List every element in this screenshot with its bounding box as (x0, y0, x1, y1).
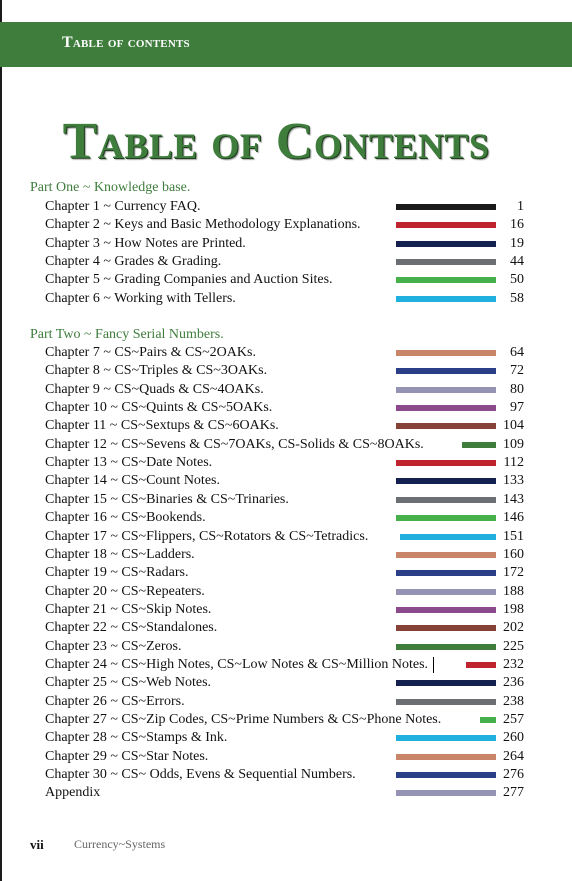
toc-entry-page: 146 (503, 510, 524, 526)
toc-entry[interactable] (0, 564, 572, 582)
toc-entry-page: 133 (503, 473, 524, 489)
toc-color-bar (396, 478, 496, 484)
toc-color-bar (400, 534, 496, 540)
toc-entry-page: 188 (503, 583, 524, 599)
toc-entry-label: Chapter 18 ~ CS~Ladders. (45, 546, 195, 562)
toc-entry-label: Chapter 19 ~ CS~Radars. (45, 565, 189, 581)
toc-entry-label: Chapter 20 ~ CS~Repeaters. (45, 583, 205, 599)
toc-color-bar (396, 368, 496, 374)
toc-entry[interactable] (0, 362, 572, 380)
toc-entry[interactable] (0, 729, 572, 747)
toc-color-bar (396, 296, 496, 302)
toc-entry-page: 1 (517, 199, 524, 214)
toc-color-bar (396, 259, 496, 265)
toc-color-bar (396, 589, 496, 595)
toc-entry[interactable] (0, 509, 572, 527)
toc-entry[interactable] (0, 472, 572, 490)
toc-entry-page: 19 (510, 235, 524, 251)
toc-color-bar (396, 222, 496, 228)
toc-entry-label: Chapter 25 ~ CS~Web Notes. (45, 675, 212, 691)
toc-entry[interactable] (0, 198, 572, 216)
toc-color-bar (396, 552, 496, 558)
toc-color-bar (396, 515, 496, 521)
toc-entry[interactable] (0, 235, 572, 253)
toc-entry-page: 198 (503, 601, 524, 617)
toc-color-bar (396, 497, 496, 503)
toc-entry-label: Chapter 12 ~ CS~Sevens & CS~7OAKs, CS-Solids & CS~8OAKs. (45, 436, 424, 452)
toc-entry-page: 160 (503, 546, 524, 562)
text-cursor (433, 657, 434, 673)
toc-entry[interactable] (0, 491, 572, 509)
toc-entry-label: Chapter 6 ~ Working with Tellers. (45, 290, 236, 306)
toc-entry[interactable] (0, 638, 572, 656)
toc-entry-page: 64 (510, 345, 524, 360)
toc-entry[interactable] (0, 454, 572, 472)
toc-entry-label: Chapter 26 ~ CS~Errors. (45, 693, 185, 709)
toc-entry-label: Chapter 8 ~ CS~Triples & CS~3OAKs. (45, 363, 268, 379)
toc-entry-page: 225 (503, 638, 524, 654)
footer-book-name: Currency~Systems (74, 837, 166, 851)
toc-entry[interactable] (0, 436, 572, 454)
toc-entry[interactable] (0, 528, 572, 546)
toc-entry-page: 236 (503, 675, 524, 691)
toc-entry-page: 143 (503, 491, 524, 507)
toc-entry-label: Chapter 3 ~ How Notes are Printed. (45, 235, 246, 251)
toc-entry-page: 44 (510, 254, 524, 270)
toc-entry[interactable] (0, 693, 572, 711)
toc-entry[interactable] (0, 399, 572, 417)
toc-entry-label: Chapter 13 ~ CS~Date Notes. (45, 455, 213, 471)
toc-entry-label: Chapter 14 ~ CS~Count Notes. (45, 473, 220, 489)
toc-entry-page: 202 (503, 620, 524, 636)
toc-entry-label: Chapter 21 ~ CS~Skip Notes. (45, 601, 212, 617)
toc-color-bar (396, 241, 496, 247)
toc-entry[interactable] (0, 381, 572, 399)
toc-color-bar (396, 570, 496, 576)
toc-entry-label: Chapter 15 ~ CS~Binaries & CS~Trinaries. (45, 491, 289, 507)
page-title: Table of Contents (62, 113, 490, 170)
toc-entry-label: Chapter 9 ~ CS~Quads & CS~4OAKs. (45, 381, 264, 397)
toc-entry-page: 58 (510, 290, 524, 306)
toc-entry[interactable] (0, 674, 572, 692)
toc-color-bar (396, 423, 496, 429)
toc-color-bar (396, 790, 496, 796)
toc-color-bar (396, 754, 496, 760)
toc-entry-label: Chapter 10 ~ CS~Quints & CS~5OAKs. (45, 400, 273, 416)
part-heading: Part One ~ Knowledge base. (30, 180, 191, 195)
toc-entry-label: Chapter 30 ~ CS~ Odds, Evens & Sequential Numbers. (45, 767, 356, 783)
toc-entry-page: 151 (503, 528, 524, 544)
toc-entry[interactable] (0, 417, 572, 435)
toc-entry[interactable] (0, 784, 572, 802)
toc-entry-page: 104 (503, 418, 524, 434)
toc-entry-label: Chapter 1 ~ Currency FAQ. (45, 199, 201, 214)
toc-entry-page: 112 (503, 455, 524, 471)
toc-entry-page: 80 (510, 381, 524, 397)
toc-color-bar (396, 277, 496, 283)
toc-entry[interactable] (0, 290, 572, 308)
toc-entry[interactable] (0, 583, 572, 601)
toc-color-bar (466, 662, 496, 668)
toc-entry-label: Appendix (45, 785, 101, 801)
toc-entry[interactable] (0, 619, 572, 637)
toc-entry[interactable] (0, 656, 572, 674)
toc-entry-page: 232 (503, 656, 524, 672)
toc-entry-page: 172 (503, 565, 524, 581)
toc-entry-page: 264 (503, 748, 524, 764)
toc-entry-page: 277 (503, 785, 524, 801)
toc-entry-page: 257 (503, 712, 524, 727)
toc-entry[interactable] (0, 344, 572, 362)
toc-entry-page: 238 (503, 693, 524, 709)
toc-entry[interactable] (0, 748, 572, 766)
toc-entry-label: Chapter 28 ~ CS~Stamps & Ink. (45, 730, 228, 746)
toc-entry-label: Chapter 27 ~ CS~Zip Codes, CS~Prime Numbers & CS~Phone Notes. (45, 712, 442, 727)
toc-color-bar (396, 644, 496, 650)
footer-page-number: vii (30, 837, 44, 852)
toc-color-bar (396, 625, 496, 631)
toc-entry-label: Chapter 5 ~ Grading Companies and Auction Sites. (45, 272, 333, 288)
toc-entry-label: Chapter 2 ~ Keys and Basic Methodology Explanations. (45, 217, 361, 233)
toc-entry-label: Chapter 23 ~ CS~Zeros. (45, 638, 182, 654)
toc-entry-page: 97 (510, 400, 524, 416)
toc-entry-page: 50 (510, 272, 524, 288)
toc-entry-page: 72 (510, 363, 524, 379)
toc-color-bar (396, 735, 496, 741)
toc-color-bar (396, 387, 496, 393)
toc-entry-label: Chapter 17 ~ CS~Flippers, CS~Rotators & CS~Tetradics. (45, 528, 369, 544)
toc-color-bar (396, 460, 496, 466)
toc-entry-page: 16 (510, 217, 524, 233)
toc-entry-label: Chapter 22 ~ CS~Standalones. (45, 620, 218, 636)
toc-color-bar (396, 204, 496, 210)
toc-entry-page: 109 (503, 436, 524, 452)
toc-color-bar (396, 607, 496, 613)
toc-entry[interactable] (0, 271, 572, 289)
toc-color-bar (396, 772, 496, 778)
toc-entry[interactable] (0, 253, 572, 271)
toc-entry-label: Chapter 16 ~ CS~Bookends. (45, 510, 206, 526)
toc-color-bar (396, 680, 496, 686)
toc-entry-label: Chapter 29 ~ CS~Star Notes. (45, 748, 209, 764)
toc-entry[interactable] (0, 601, 572, 619)
toc-entry-label: Chapter 7 ~ CS~Pairs & CS~2OAKs. (45, 345, 256, 360)
part-heading: Part Two ~ Fancy Serial Numbers. (30, 327, 224, 342)
toc-entry-label: Chapter 11 ~ CS~Sextups & CS~6OAKs. (45, 418, 279, 434)
toc-entry[interactable] (0, 546, 572, 564)
running-header-title: Table of contents (62, 34, 190, 51)
toc-entry[interactable] (0, 216, 572, 234)
toc-color-bar (396, 350, 496, 356)
toc-color-bar (462, 442, 496, 448)
toc-entry-page: 260 (503, 730, 524, 746)
toc-color-bar (396, 405, 496, 411)
toc-entry[interactable] (0, 766, 572, 784)
toc-entry-label: Chapter 4 ~ Grades & Grading. (45, 254, 222, 270)
toc-color-bar (396, 699, 496, 705)
toc-entry-label: Chapter 24 ~ CS~High Notes, CS~Low Notes & CS~Million Notes. (45, 656, 429, 672)
toc-entry[interactable] (0, 711, 572, 729)
toc-color-bar (480, 717, 496, 723)
toc-entry-page: 276 (503, 767, 524, 783)
